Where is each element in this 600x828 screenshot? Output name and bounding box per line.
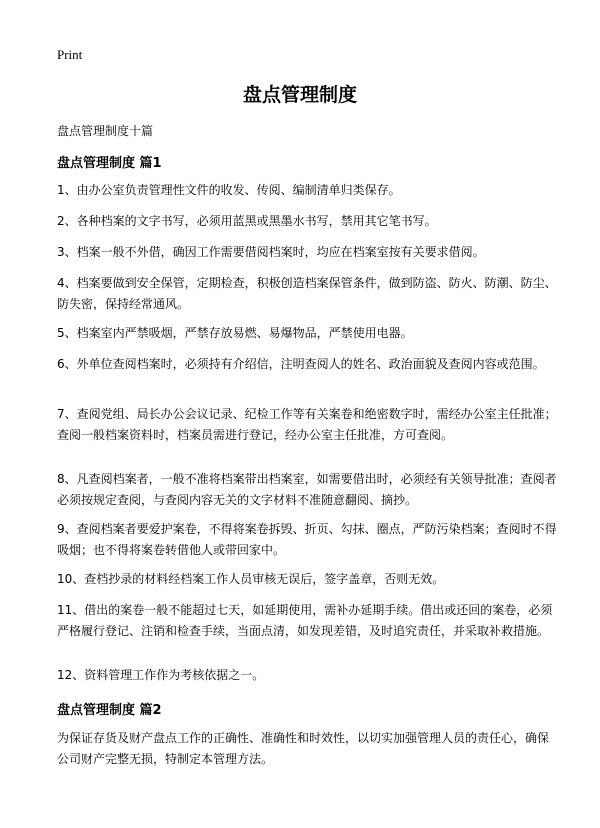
document-subtitle: 盘点管理制度十篇 [57, 124, 154, 138]
paragraph-1-6: 6、外单位查阅档案时，必须持有介绍信，注明查阅人的姓名、政治面貌及查阅内容或范围。 [57, 357, 545, 371]
paragraph-1-7: 7、查阅党组、局长办公会议记录、纪检工作等有关案卷和绝密数字时，需经办公室主任批准；查阅一般档案资料时，档案员需进行登记，经办公室主任批准，方可查阅。 [57, 407, 557, 442]
print-label: Print [57, 47, 83, 62]
paragraph-1-1: 1、由办公室负责管理性文件的收发、传阅、编制清单归类保存。 [57, 183, 401, 197]
page-title: 盘点管理制度 [242, 84, 357, 106]
paragraph-1-9: 9、查阅档案者要爱护案卷，不得将案卷拆毁、折页、勾抹、圈点，严防污染档案；查阅时不得吸烟；也不得将案卷转借他人或带回家中。 [57, 522, 557, 557]
section-heading-1: 盘点管理制度 篇1 [57, 156, 162, 171]
paragraph-1-10: 10、查档抄录的材料经档案工作人员审核无误后，签字盖章，否则无效。 [57, 572, 445, 586]
paragraph-1-11: 11、借出的案卷一般不能超过七天，如延期使用，需补办延期手续。借出或还回的案卷，必须严格履行登记、注销和检查手续，当面点清，如发现差错，及时追究责任，并采取补救措施。 [57, 603, 553, 638]
paragraph-2-1: 为保证存货及财产盘点工作的正确性、准确性和时效性，以切实加强管理人员的责任心，确保公司财产完整无损，特制定本管理方法。 [57, 731, 550, 766]
paragraph-1-12: 12、资料管理工作作为考核依据之一。 [57, 668, 265, 682]
paragraph-1-4: 4、档案要做到安全保管，定期检查，积极创造档案保管条件，做到防盗、防火、防潮、防尘、防失密，保持经常通风。 [57, 276, 557, 311]
section-heading-2: 盘点管理制度 篇2 [57, 703, 162, 718]
paragraph-1-3: 3、档案一般不外借，确因工作需要借阅档案时，均应在档案室按有关要求借阅。 [57, 245, 485, 259]
paragraph-1-2: 2、各种档案的文字书写，必须用蓝黑或黑墨水书写，禁用其它笔书写。 [57, 214, 437, 228]
paragraph-1-8: 8、凡查阅档案者，一般不准将档案带出档案室，如需要借出时，必须经有关领导批准；查阅者必须按规定查阅，与查阅内容无关的文字材料不准随意翻阅、摘抄。 [57, 472, 557, 507]
paragraph-1-5: 5、档案室内严禁吸烟，严禁存放易燃、易爆物品，严禁使用电器。 [57, 326, 413, 340]
